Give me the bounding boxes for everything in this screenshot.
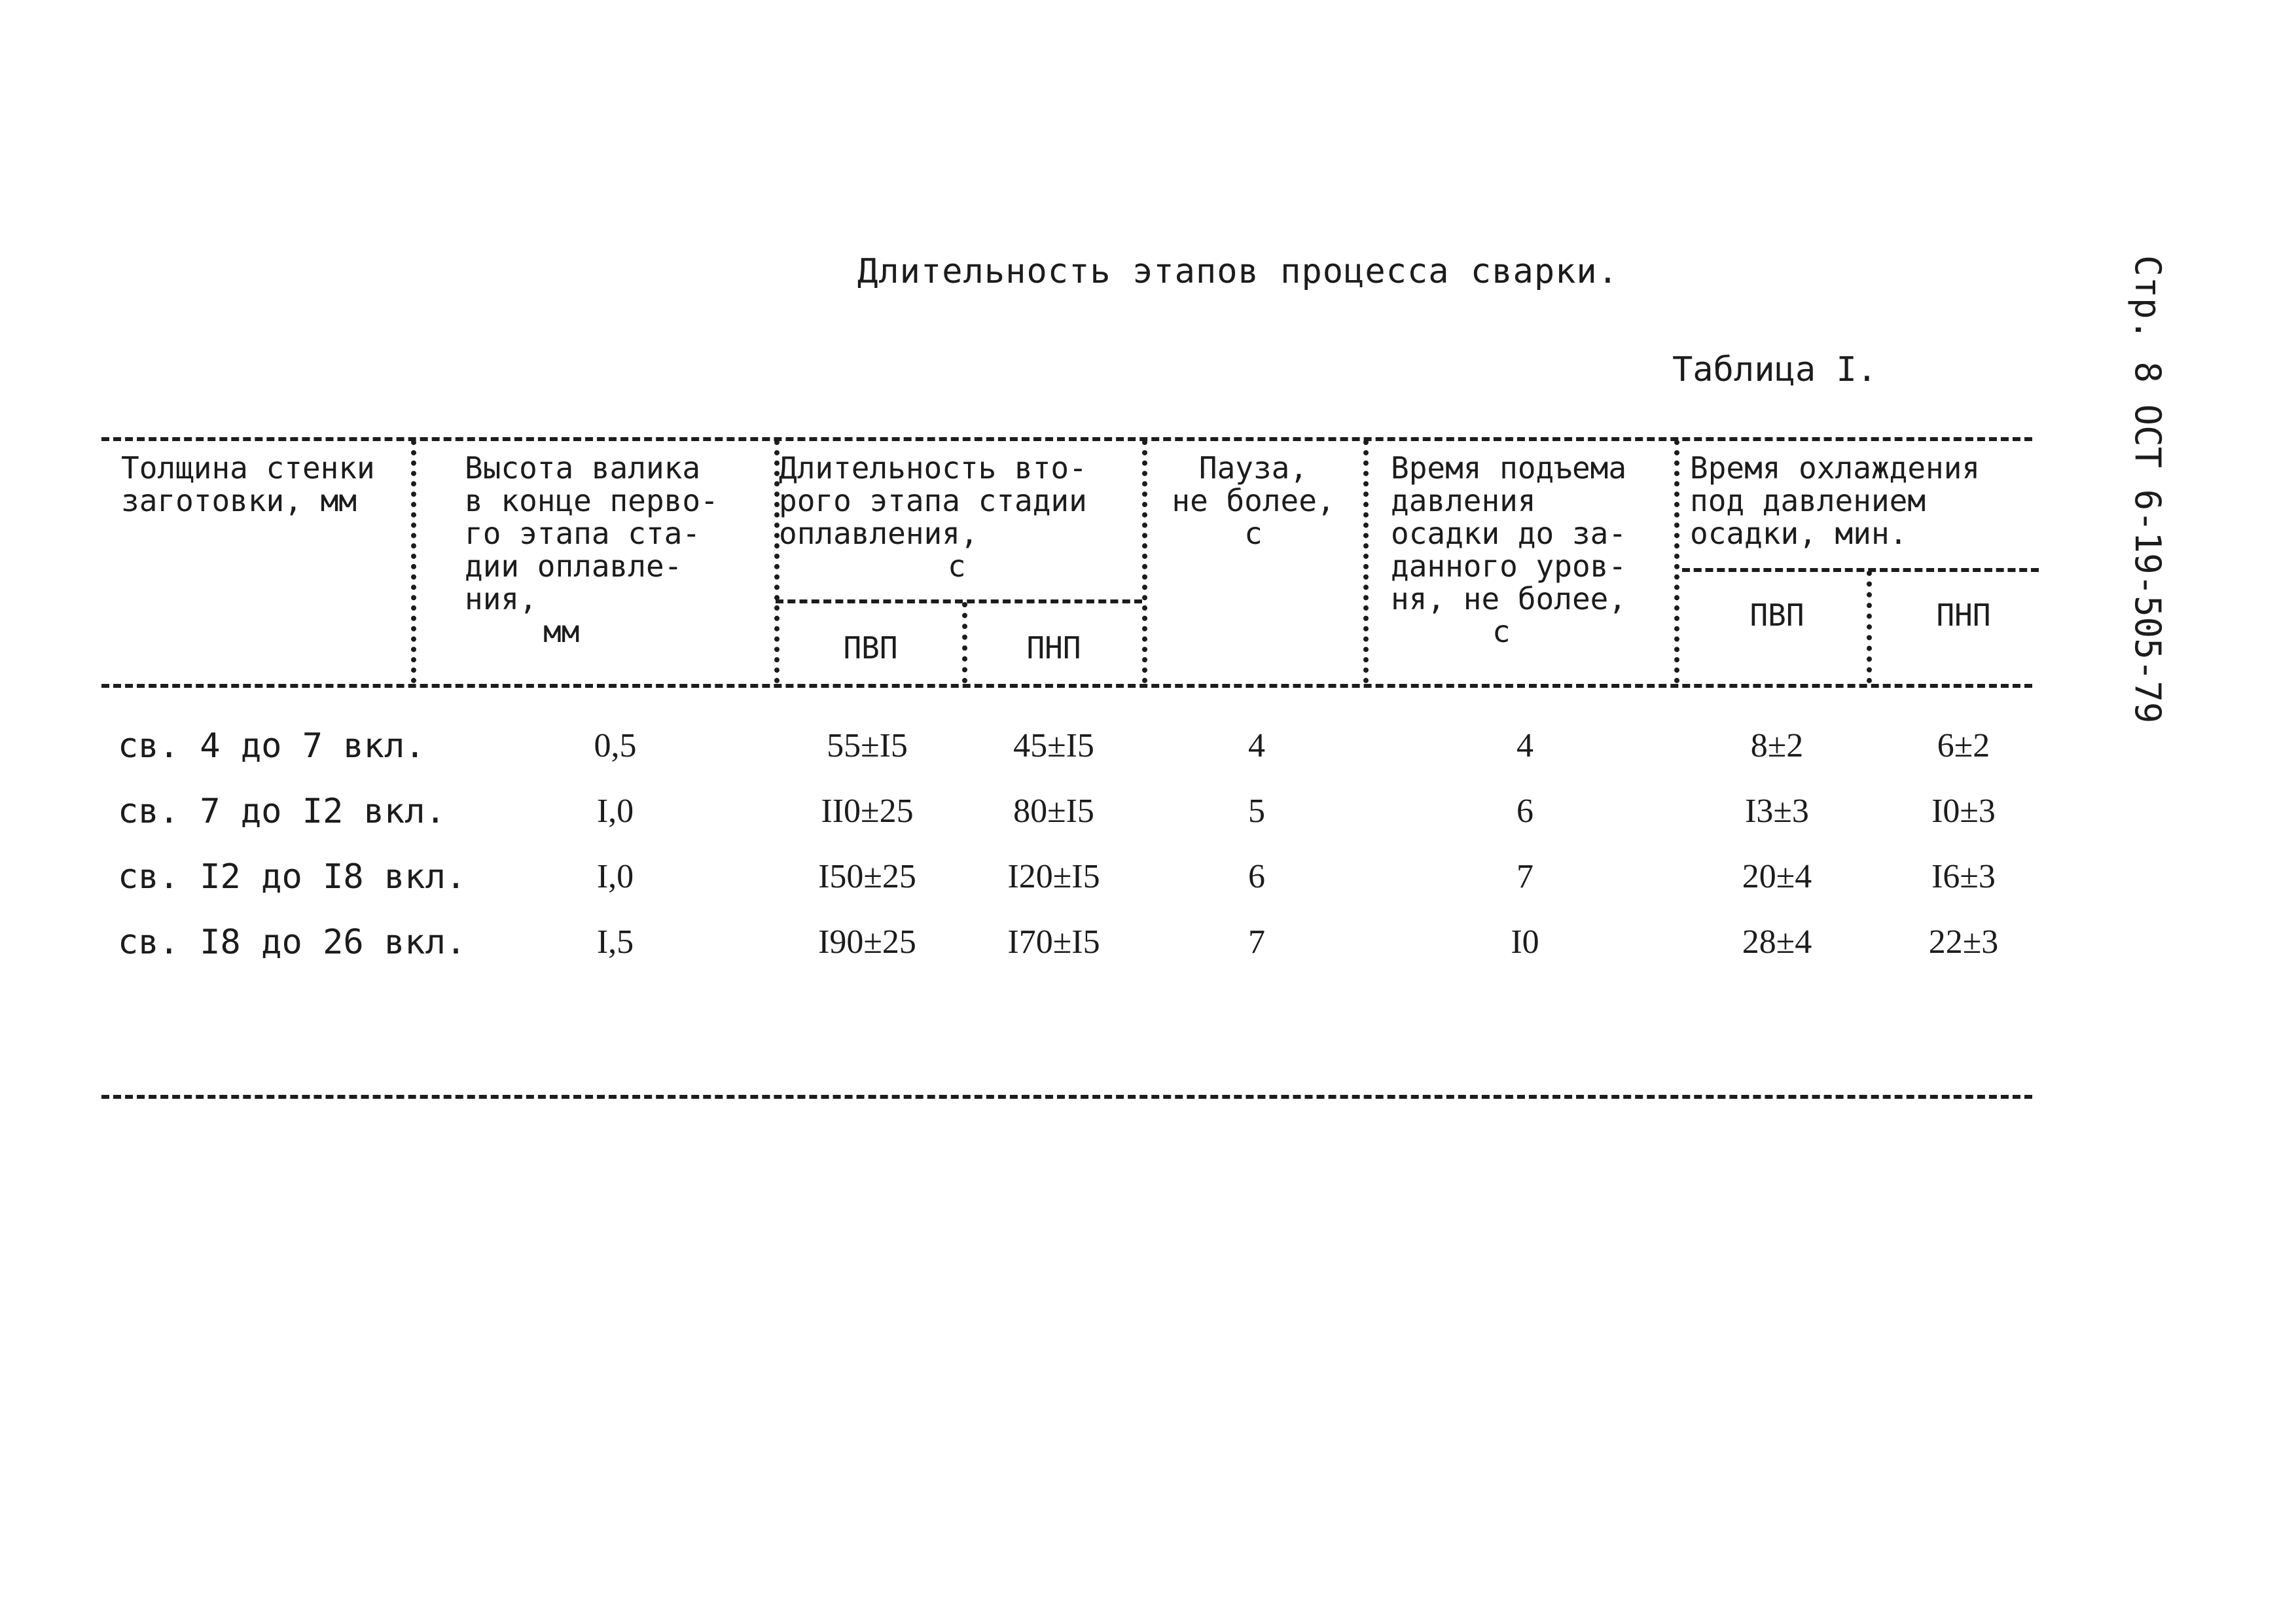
cell-pause: 6 <box>1248 858 1265 895</box>
cell-cooling-pnp: 22±3 <box>1928 923 1999 961</box>
col-separator-4 <box>1363 440 1369 683</box>
header-cooling-pnp: ПНП <box>1936 597 1991 633</box>
cell-cooling-pnp: 6±2 <box>1937 727 1990 764</box>
cell-bead-height: I,0 <box>596 858 634 895</box>
col-separator-6a <box>1867 571 1872 683</box>
subheader-rule-col3 <box>776 599 1142 603</box>
cell-thickness: св. I8 до 26 вкл. <box>118 923 467 962</box>
cell-cooling-pnp: I6±3 <box>1931 858 1996 895</box>
cell-pause: 4 <box>1248 727 1265 764</box>
cell-second-stage-pnp: 80±I5 <box>1013 793 1094 830</box>
cell-pressure-rise: 7 <box>1516 858 1534 895</box>
header-second-stage-duration: Длительность вто- рого этапа стадии оплавления, <box>779 450 1087 551</box>
table-bottom-rule <box>101 1095 2032 1099</box>
cell-second-stage-pvp: I90±25 <box>818 923 916 961</box>
cell-cooling-pvp: 8±2 <box>1750 727 1804 764</box>
header-cooling-pvp: ПВП <box>1749 597 1804 633</box>
header-pressure-rise-time: Время подъема давления осадки до за- данного уров- ня, не более, <box>1391 450 1627 616</box>
cell-second-stage-pvp: 55±I5 <box>827 727 908 764</box>
col-separator-1 <box>411 440 416 683</box>
header-cooling-time: Время охлаждения под давлением осадки, мин. <box>1690 450 1981 551</box>
table-top-rule <box>101 437 2032 441</box>
col-separator-3a <box>962 602 967 683</box>
cell-thickness: св. I2 до I8 вкл. <box>118 857 467 897</box>
header-second-stage-unit: с <box>948 548 966 584</box>
cell-second-stage-pvp: I50±25 <box>818 858 916 895</box>
cell-bead-height: 0,5 <box>594 727 637 764</box>
subheader-rule-col6 <box>1682 568 2039 572</box>
cell-bead-height: I,0 <box>596 793 634 830</box>
header-pause: Пауза, не более, с <box>1172 450 1335 551</box>
header-bottom-rule <box>101 684 2032 688</box>
cell-cooling-pvp: 20±4 <box>1742 858 1812 895</box>
table-label: Таблица I. <box>1672 350 1878 389</box>
document-title: Длительность этапов процесса сварки. <box>857 252 1619 291</box>
header-wall-thickness: Толщина стенки заготовки, мм <box>121 450 375 518</box>
header-second-stage-pnp: ПНП <box>1026 630 1081 666</box>
cell-thickness: св. 7 до I2 вкл. <box>118 792 446 831</box>
cell-pressure-rise: 4 <box>1516 727 1534 764</box>
cell-pause: 5 <box>1248 793 1265 830</box>
header-second-stage-pvp: ПВП <box>843 630 898 666</box>
cell-second-stage-pvp: II0±25 <box>821 793 914 830</box>
header-bead-height-unit: мм <box>543 614 580 649</box>
cell-cooling-pvp: 28±4 <box>1742 923 1812 961</box>
cell-second-stage-pnp: I70±I5 <box>1007 923 1100 961</box>
cell-cooling-pnp: I0±3 <box>1931 793 1996 830</box>
cell-pause: 7 <box>1248 923 1265 961</box>
header-pressure-rise-unit: с <box>1492 614 1511 649</box>
cell-thickness: св. 4 до 7 вкл. <box>118 726 425 766</box>
cell-second-stage-pnp: I20±I5 <box>1007 858 1100 895</box>
cell-bead-height: I,5 <box>596 923 634 961</box>
page-side-label: Стр. 8 ОСТ 6-19-505-79 <box>2127 255 2168 724</box>
cell-pressure-rise: I0 <box>1511 923 1539 961</box>
cell-pressure-rise: 6 <box>1516 793 1534 830</box>
header-bead-height: Высота валика в конце перво- го этапа ста- дии оплавле- ния, <box>465 450 719 616</box>
cell-cooling-pvp: I3±3 <box>1745 793 1809 830</box>
cell-second-stage-pnp: 45±I5 <box>1013 727 1094 764</box>
